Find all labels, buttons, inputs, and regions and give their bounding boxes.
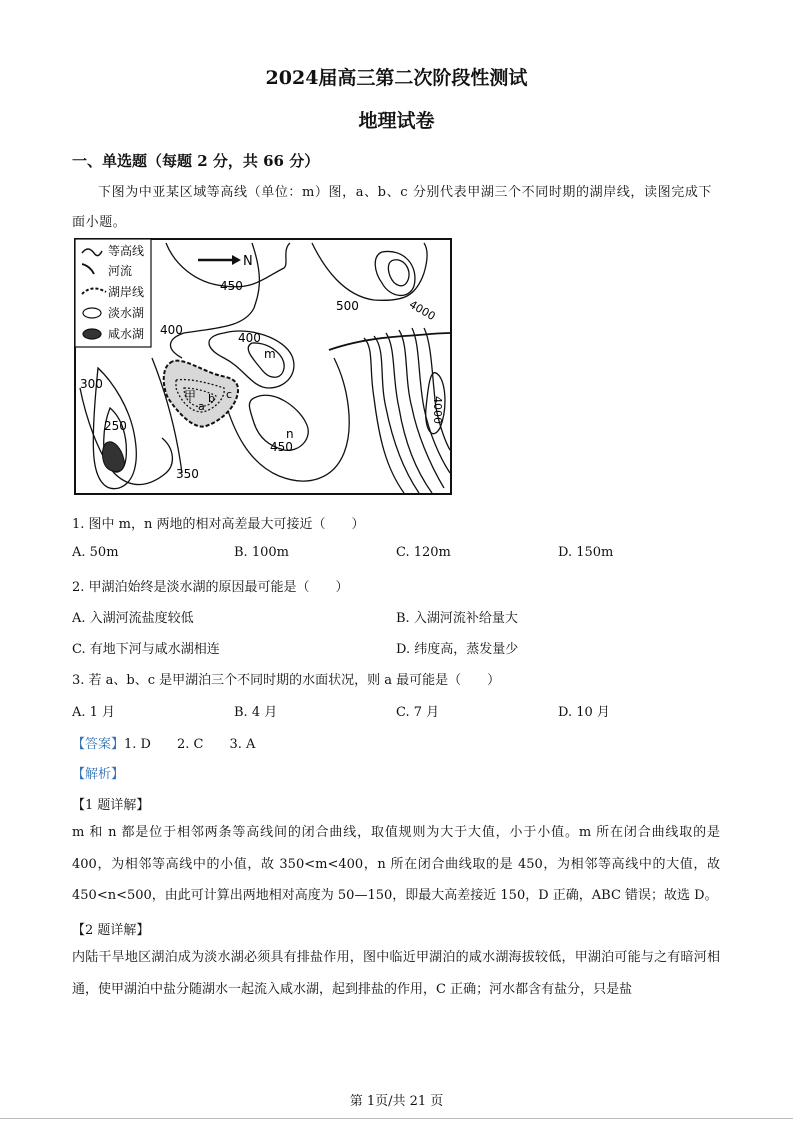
detail-1-heading: 【1 题详解】 xyxy=(72,798,150,813)
answer-line xyxy=(72,733,255,752)
legend-label-river: 河流 xyxy=(108,264,133,278)
contour-label-400: 400 xyxy=(160,323,183,337)
contour-label-400: 400 xyxy=(238,331,261,345)
north-label: N xyxy=(243,254,253,269)
page-footer: 第 1页/共 21 页 xyxy=(349,1094,444,1109)
q1-option-c[interactable]: C. 120m xyxy=(396,545,451,560)
section-heading: 一、单选题（每题 2 分，共 66 分） xyxy=(72,152,320,170)
contour-label-450: 450 xyxy=(270,440,293,454)
legend-label-freshwater: 淡水湖 xyxy=(108,306,145,320)
q2-option-b[interactable]: B. 入湖河流补给量大 xyxy=(396,611,518,626)
q2-option-d[interactable]: D. 纬度高，蒸发量少 xyxy=(396,642,519,657)
contour-label-300: 300 xyxy=(80,377,103,391)
q1-option-a[interactable]: A. 50m xyxy=(72,545,119,560)
point-n-label: n xyxy=(286,427,294,441)
detail-2-heading: 【2 题详解】 xyxy=(72,923,150,938)
analysis-label: 【解析】 xyxy=(72,767,125,782)
legend-freshwater-icon xyxy=(83,308,101,318)
legend-label-saltwater: 咸水湖 xyxy=(108,327,145,341)
shoreline-c-label: c xyxy=(226,388,233,401)
shoreline-b-label: b xyxy=(208,392,215,405)
detail-1-text: m 和 n 都是位于相邻两条等高线间的闭合曲线，取值规则为大于大值，小于小值。m 所在闭合曲线取的是 400，为相邻等高线中的小值，故 350<m<400，n 所在闭合曲线取的是 450，为相邻等高线中的大值，故 450<n<500，由此可计算出两地相对高度为 50—150，即最大高差接近 150，D 正确，ABC 错误；故选 D。 xyxy=(72,825,720,903)
contour-label-4000: 4000 xyxy=(406,297,438,324)
legend-saltwater-icon xyxy=(83,329,101,339)
q3-option-c[interactable]: C. 7 月 xyxy=(396,705,440,720)
contour-label-500: 500 xyxy=(336,299,359,313)
point-m-label: m xyxy=(264,347,276,361)
contour-label-4000: 4000 xyxy=(431,396,444,424)
intro-paragraph: 下图为中亚某区域等高线（单位：m）图，a、b、c 分别代表甲湖三个不同时期的湖岸线，读图完成下面小题。 xyxy=(72,185,713,230)
bottom-divider xyxy=(0,1118,793,1119)
q3-option-b[interactable]: B. 4 月 xyxy=(234,705,278,720)
answer-text: 1. D 2. C 3. A xyxy=(124,737,256,752)
q3-option-a[interactable]: A. 1 月 xyxy=(72,705,116,720)
legend-label-contour: 等高线 xyxy=(108,244,145,258)
exam-subtitle: 地理试卷 xyxy=(358,110,435,132)
question-3-stem: 3. 若 a、b、c 是甲湖泊三个不同时期的水面状况，则 a 最可能是（ ） xyxy=(72,673,501,688)
question-2-stem: 2. 甲湖泊始终是淡水湖的原因最可能是（ ） xyxy=(72,580,349,595)
contour-label-450: 450 xyxy=(220,279,243,293)
q2-option-c[interactable]: C. 有地下河与咸水湖相连 xyxy=(72,642,220,657)
question-1-stem: 1. 图中 m，n 两地的相对高差最大可接近（ ） xyxy=(72,517,365,532)
q2-option-a[interactable]: A. 入湖河流盐度较低 xyxy=(72,611,194,626)
q1-option-b[interactable]: B. 100m xyxy=(234,545,289,560)
exam-title: 2024届高三第二次阶段性测试 xyxy=(265,67,528,89)
legend-label-shoreline: 湖岸线 xyxy=(108,285,145,299)
lake-jia-label: 甲 xyxy=(184,389,197,403)
contour-map xyxy=(74,238,452,495)
shoreline-a-label: a xyxy=(198,400,205,413)
q3-option-d[interactable]: D. 10 月 xyxy=(558,705,610,720)
answer-label: 【答案】 xyxy=(72,737,125,752)
contour-label-250: 250 xyxy=(104,419,127,433)
q1-option-d[interactable]: D. 150m xyxy=(558,545,614,560)
detail-2-text: 内陆干旱地区湖泊成为淡水湖必须具有排盐作用，图中临近甲湖泊的咸水湖海拔较低，甲湖泊可能与之有暗河相通，使甲湖泊中盐分随湖水一起流入咸水湖，起到排盐的作用，C 正确；河水都含有盐分，只是盐 xyxy=(72,950,720,997)
contour-label-350: 350 xyxy=(176,467,199,481)
